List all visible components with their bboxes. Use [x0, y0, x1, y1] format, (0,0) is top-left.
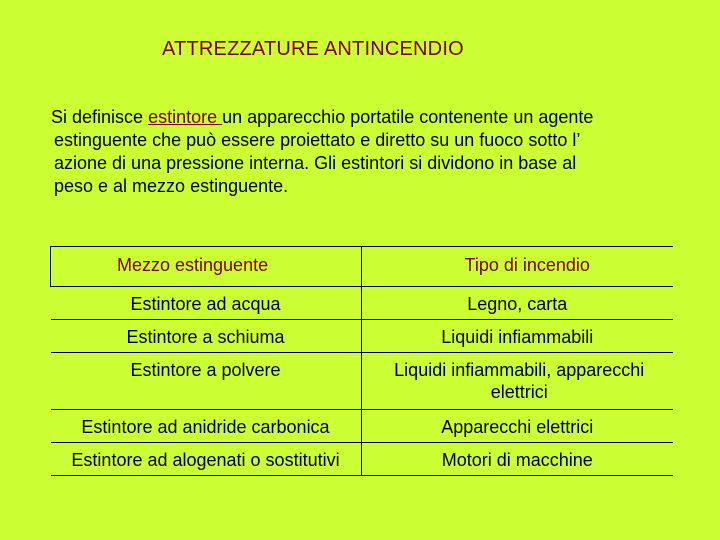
term-estintore: estintore — [148, 107, 223, 127]
table-row — [51, 443, 674, 476]
intro-text: un apparecchio portatile contenente un agente — [222, 107, 594, 127]
intro-line-1 — [51, 106, 694, 129]
cell-fire-type: Motori di macchine — [361, 443, 673, 476]
table-row — [51, 410, 674, 443]
cell-fire-type: Apparecchi elettrici — [361, 410, 673, 443]
intro-line-3: azione di una pressione interna. Gli estintori si dividono in base al — [54, 153, 577, 173]
cell-agent: Estintore a schiuma — [51, 320, 362, 353]
header-mezzo-estinguente: Mezzo estinguente — [51, 247, 362, 287]
table-header-row — [51, 247, 674, 287]
page-title: ATTREZZATURE ANTINCENDIO — [162, 38, 464, 60]
cell-fire-type: Liquidi infiammabili, apparecchi elettrici — [361, 353, 673, 410]
header-tipo-di-incendio: Tipo di incendio — [361, 247, 673, 287]
intro-line-4: peso e al mezzo estinguente. — [54, 176, 289, 196]
cell-agent: Estintore ad anidride carbonica — [51, 410, 362, 443]
cell-agent: Estintore ad acqua — [51, 287, 362, 320]
intro-paragraph — [51, 106, 694, 198]
table-row — [51, 320, 674, 353]
table-row — [51, 287, 674, 320]
cell-agent: Estintore a polvere — [51, 353, 362, 410]
intro-text: Si definisce — [51, 107, 149, 127]
table-row — [51, 353, 674, 410]
extinguisher-table — [50, 246, 673, 476]
cell-fire-type: Legno, carta — [361, 287, 673, 320]
intro-line-2: estinguente che può essere proiettato e diretto su un fuoco sotto l’ — [54, 130, 581, 150]
cell-fire-type: Liquidi infiammabili — [361, 320, 673, 353]
cell-agent: Estintore ad alogenati o sostitutivi — [51, 443, 362, 476]
